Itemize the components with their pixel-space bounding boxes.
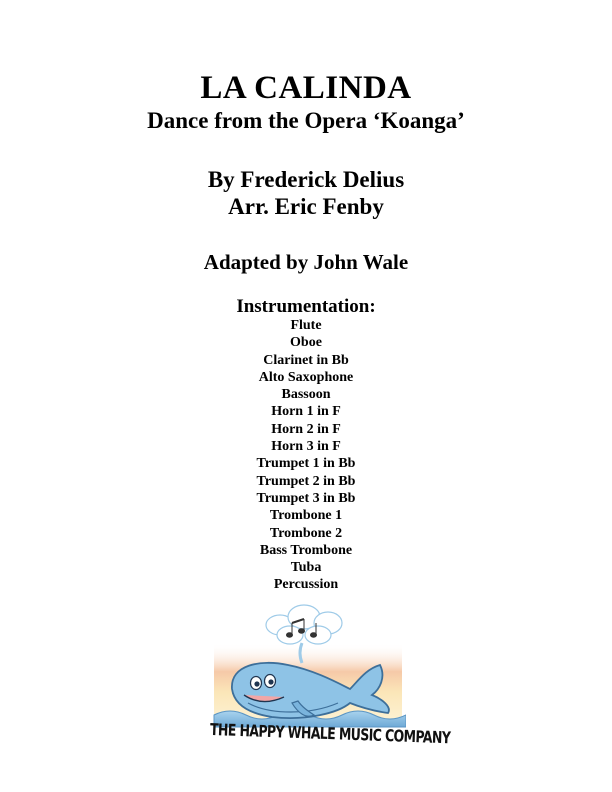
instrument-item: Horn 1 in F: [271, 404, 341, 420]
happy-whale-logo: [209, 603, 451, 757]
instrument-item: Oboe: [290, 335, 322, 351]
page-subtitle: Dance from the Opera ‘Koanga’: [147, 108, 465, 133]
instrument-item: Trumpet 1 in Bb: [256, 456, 356, 472]
instrument-item: Trumpet 2 in Bb: [256, 473, 356, 489]
arranger-credit: Arr. Eric Fenby: [228, 194, 384, 219]
instrument-item: Tuba: [290, 560, 322, 576]
instrument-item: Trombone 2: [269, 525, 343, 541]
adapter-credit: Adapted by John Wale: [203, 250, 409, 274]
instrument-item: Trombone 1: [269, 508, 343, 524]
instrument-item: Horn 3 in F: [271, 439, 341, 455]
composer-credit: By Frederick Delius: [207, 167, 405, 192]
instrument-item: Bassoon: [281, 387, 331, 403]
instrumentation-list: [0, 317, 612, 594]
instrument-item: Flute: [290, 318, 322, 333]
instrument-item: Clarinet in Bb: [263, 352, 349, 368]
instrument-item: Bass Trombone: [259, 542, 353, 558]
instrument-item: Trumpet 3 in Bb: [256, 490, 356, 506]
logo-company-name: THE HAPPY WHALE MUSIC COMPANY: [209, 719, 451, 748]
instrument-item: Alto Saxophone: [258, 369, 354, 385]
instrument-item: Horn 2 in F: [271, 421, 341, 437]
instrument-item: Percussion: [273, 577, 339, 593]
page-title: LA CALINDA: [200, 70, 412, 106]
instrumentation-heading: Instrumentation:: [236, 296, 376, 317]
